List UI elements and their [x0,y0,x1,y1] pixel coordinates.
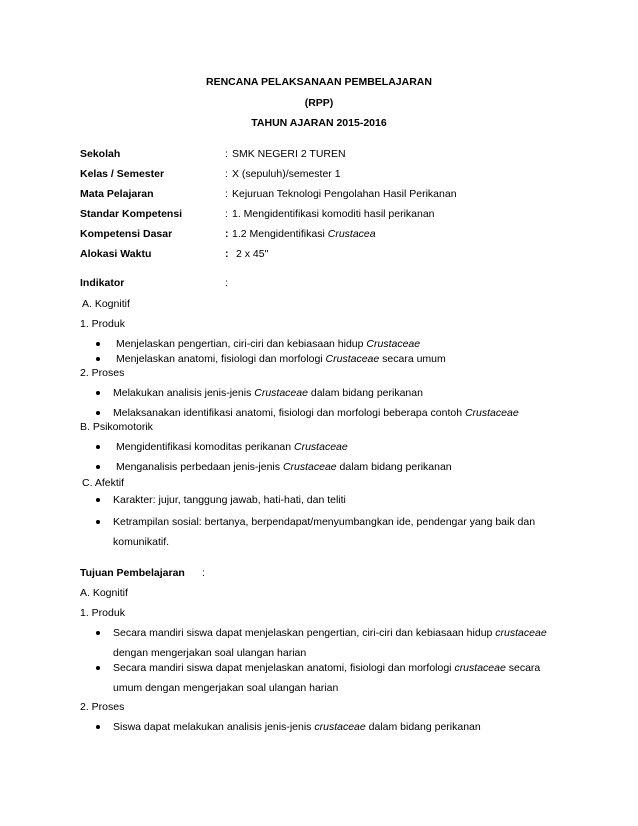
bullet-icon [96,498,100,502]
info-sep: : [225,248,229,260]
list-item: Melakukan analisis jenis-jenis Crustaceae dalam bidang perikanan [113,387,423,399]
document-subtitle: (RPP) [304,97,334,109]
info-value: 1.2 Mengidentifikasi Crustacea [232,228,376,240]
info-label: Sekolah [80,148,121,160]
subcategory-heading: 1. Produk [80,318,125,330]
list-item-continuation: komunikatif. [113,536,170,548]
info-value: 1. Mengidentifikasi komoditi hasil perikanan [232,208,435,220]
info-sep: : [225,228,229,240]
list-item: Secara mandiri siswa dapat menjelaskan anatomi, fisiologi dan morfologi crustaceae secara [113,662,541,674]
bullet-icon [96,725,100,729]
category-heading: A. Kognitif [80,587,128,599]
subcategory-heading: 2. Proses [80,701,125,713]
info-sep: : [225,188,228,200]
category-heading: A. Kognitif [82,298,130,310]
info-sep: : [225,168,228,180]
bullet-icon [96,357,100,361]
info-label: Kompetensi Dasar [80,228,173,240]
bullet-icon [96,631,100,635]
info-label: Kelas / Semester [80,168,165,180]
info-sep: : [225,148,228,160]
category-heading: C. Afektif [82,477,125,489]
list-item-continuation: umum dengan mengerjakan soal ulangan harian [113,682,339,694]
bullet-icon [96,342,100,346]
info-sep: : [225,208,228,220]
subcategory-heading: 1. Produk [80,607,125,619]
info-label: Standar Kompetensi [80,208,183,220]
info-value: SMK NEGERI 2 TUREN [232,148,346,160]
list-item: Ketrampilan sosial: bertanya, berpendapat/menyumbangkan ide, pendengar yang baik dan [113,516,536,528]
section-heading: Tujuan Pembelajaran [80,567,185,579]
list-item: Menjelaskan pengertian, ciri-ciri dan kebiasaan hidup Crustaceae [116,338,421,350]
list-item: Karakter: jujur, tanggung jawab, hati-hati, dan teliti [113,494,346,506]
info-value: Kejuruan Teknologi Pengolahan Hasil Perikanan [232,188,457,200]
bullet-icon [96,391,100,395]
info-value: X (sepuluh)/semester 1 [232,168,341,180]
list-item: Menjelaskan anatomi, fisiologi dan morfologi Crustaceae secara umum [116,353,446,365]
list-item: Menganalisis perbedaan jenis-jenis Crustaceae dalam bidang perikanan [116,461,452,473]
section-sep: : [225,277,228,289]
section-heading: Indikator [80,277,125,289]
subcategory-heading: 2. Proses [80,367,125,379]
category-heading: B. Psikomotorik [80,421,153,433]
list-item: Melaksanakan identifikasi anatomi, fisiologi dan morfologi beberapa contoh Crustaceae [113,407,519,419]
info-value: 2 x 45" [236,248,269,260]
list-item: Siswa dapat melakukan analisis jenis-jenis crustaceae dalam bidang perikanan [113,721,481,733]
section-sep: : [202,567,205,579]
info-label: Mata Pelajaran [80,188,154,200]
bullet-icon [96,520,100,524]
list-item-continuation: dengan mengerjakan soal ulangan harian [113,647,307,659]
list-item: Mengidentifikasi komoditas perikanan Crustaceae [116,441,348,453]
bullet-icon [96,445,100,449]
document-title: RENCANA PELAKSANAAN PEMBELAJARAN [206,76,432,88]
bullet-icon [96,666,100,670]
document-year: TAHUN AJARAN 2015-2016 [251,117,387,129]
bullet-icon [96,465,100,469]
bullet-icon [96,411,100,415]
list-item: Secara mandiri siswa dapat menjelaskan pengertian, ciri-ciri dan kebiasaan hidup crustaceae [113,627,547,639]
info-label: Alokasi Waktu [80,248,152,260]
